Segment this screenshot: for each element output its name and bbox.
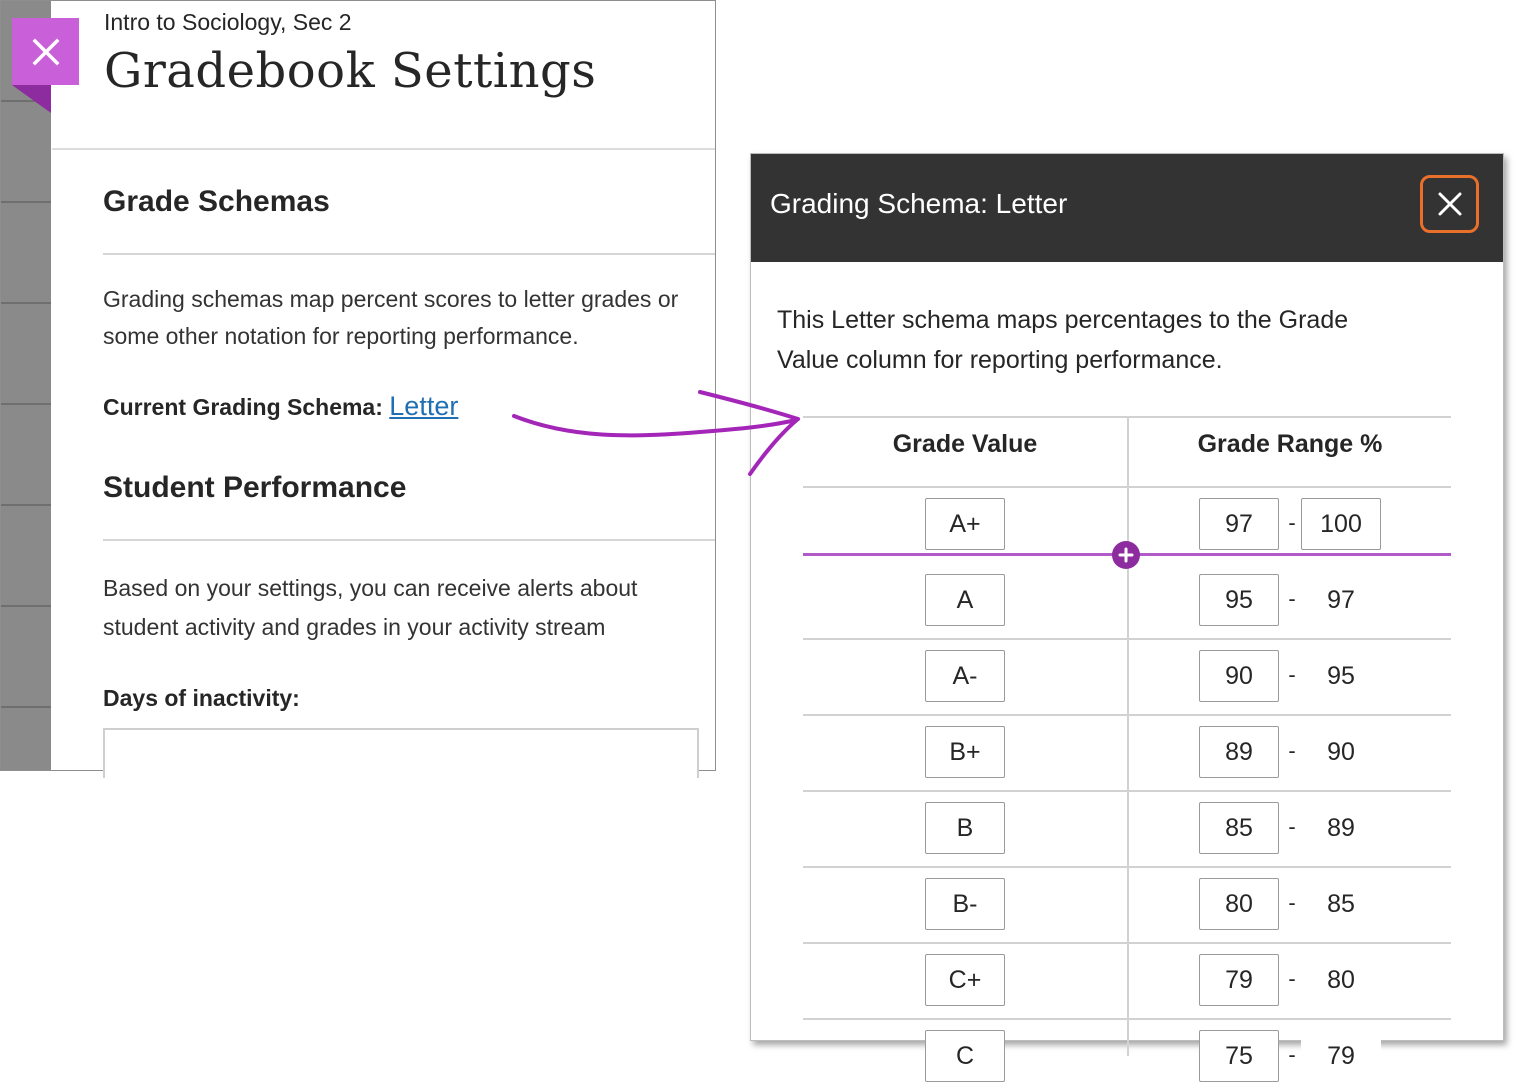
grade-value-input[interactable]: C+ <box>925 954 1005 1006</box>
row-divider <box>803 486 1451 488</box>
range-separator: - <box>1288 966 1296 991</box>
row-divider <box>803 1018 1451 1020</box>
row-divider <box>803 866 1451 868</box>
dialog-title: Grading Schema: Letter <box>770 188 1068 219</box>
grade-schemas-description: Grading schemas map percent scores to letter grades or some other notation for reporting performance. <box>103 286 679 349</box>
row-divider <box>803 790 1451 792</box>
grade-value-input[interactable]: A- <box>925 650 1005 702</box>
range-min-input[interactable]: 95 <box>1199 574 1279 626</box>
days-inactivity-input[interactable] <box>103 728 699 778</box>
column-divider <box>1127 416 1129 1056</box>
range-separator: - <box>1288 890 1296 915</box>
page-title: Gradebook Settings <box>104 43 597 99</box>
range-max-value: 89 <box>1301 802 1381 854</box>
dialog-description: This Letter schema maps percentages to the Grade Value column for reporting performance. <box>777 306 1349 374</box>
student-performance-heading: Student Performance <box>103 471 407 504</box>
range-min-input[interactable]: 75 <box>1199 1030 1279 1082</box>
range-max-value: 85 <box>1301 878 1381 930</box>
range-separator: - <box>1288 662 1296 687</box>
grade-value-input[interactable]: A <box>925 574 1005 626</box>
grading-schema-dialog <box>750 153 1504 1070</box>
range-separator: - <box>1288 1042 1296 1067</box>
column-header-grade-range: Grade Range % <box>1197 430 1383 458</box>
close-icon <box>1438 192 1462 216</box>
divider <box>103 253 715 255</box>
range-max-value: 79 <box>1301 1030 1381 1082</box>
grade-value-input[interactable]: B- <box>925 878 1005 930</box>
current-grading-schema <box>103 391 458 422</box>
range-max-input[interactable]: 100 <box>1301 498 1381 550</box>
range-separator: - <box>1288 586 1296 611</box>
divider <box>103 539 715 541</box>
add-row-button[interactable] <box>1112 541 1140 569</box>
grade-value-input[interactable]: B <box>925 802 1005 854</box>
plus-icon <box>1118 547 1134 563</box>
range-min-input[interactable]: 79 <box>1199 954 1279 1006</box>
grade-schemas-heading: Grade Schemas <box>103 185 330 218</box>
dialog-header <box>751 154 1503 262</box>
row-divider <box>803 942 1451 944</box>
background-page-strip <box>1 1 51 770</box>
grade-schema-table <box>803 416 1451 1070</box>
range-max-value: 97 <box>1301 574 1381 626</box>
current-schema-label: Current Grading Schema: <box>103 394 383 420</box>
course-title: Intro to Sociology, Sec 2 <box>104 9 352 35</box>
range-separator: - <box>1288 814 1296 839</box>
range-min-input[interactable]: 89 <box>1199 726 1279 778</box>
days-inactivity-label: Days of inactivity: <box>103 685 300 711</box>
range-min-input[interactable]: 90 <box>1199 650 1279 702</box>
annotation-arrow <box>500 380 810 490</box>
grade-value-input[interactable]: A+ <box>925 498 1005 550</box>
range-min-input[interactable]: 97 <box>1199 498 1279 550</box>
panel-header <box>52 1 715 150</box>
range-min-input[interactable]: 85 <box>1199 802 1279 854</box>
range-min-input[interactable]: 80 <box>1199 878 1279 930</box>
grade-value-input[interactable]: C <box>925 1030 1005 1082</box>
range-separator: - <box>1288 738 1296 763</box>
range-separator: - <box>1288 510 1296 535</box>
student-performance-description: Based on your settings, you can receive alerts about student activity and grades in your activity stream <box>103 575 638 640</box>
dialog-close-button[interactable] <box>1420 175 1479 233</box>
column-header-grade-value: Grade Value <box>892 430 1038 458</box>
range-max-value: 95 <box>1301 650 1381 702</box>
range-max-value: 90 <box>1301 726 1381 778</box>
range-max-value: 80 <box>1301 954 1381 1006</box>
panel-close-tab-fold <box>12 85 51 113</box>
schema-link-letter[interactable]: Letter <box>389 391 459 421</box>
row-divider <box>803 638 1451 640</box>
grade-value-input[interactable]: B+ <box>925 726 1005 778</box>
row-divider <box>803 714 1451 716</box>
